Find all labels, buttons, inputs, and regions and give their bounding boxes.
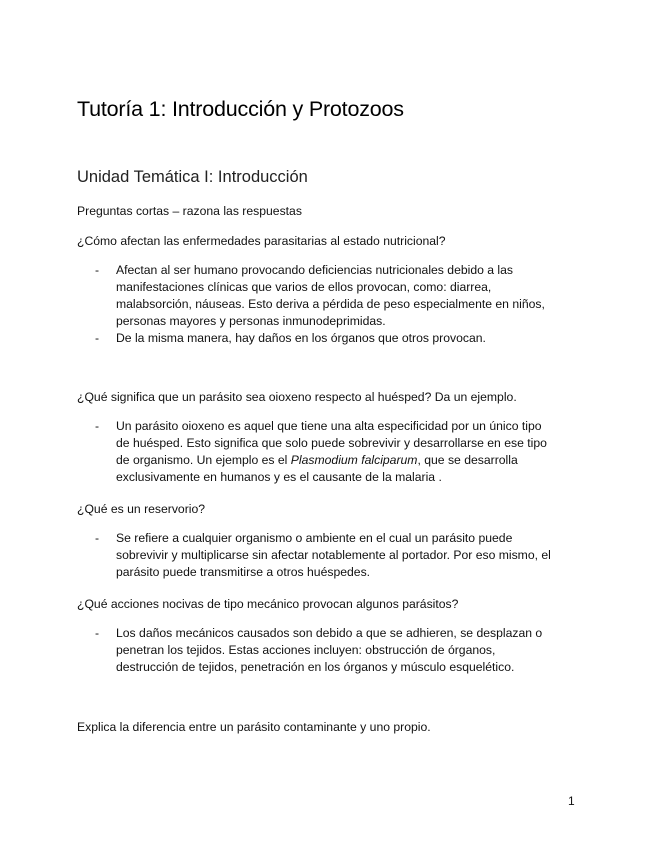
answer-3-1 [95, 530, 575, 581]
page-title: Tutoría 1: Introducción y Protozoos [77, 97, 404, 121]
answer-line: exclusivamente en humanos y es el causante de la malaria . [116, 470, 442, 484]
species-name: Plasmodium falciparum [290, 453, 418, 467]
answer-4-1 [95, 625, 575, 676]
answer-line: manifestaciones clínicas que varios de ellos provocan, como: diarrea, [116, 280, 492, 294]
answer-text: de organismo. Un ejemplo es el [116, 453, 291, 467]
question-4: ¿Qué acciones nocivas de tipo mecánico provocan algunos parásitos? [77, 597, 459, 611]
bullet-dash: - [95, 626, 100, 640]
section-heading: Unidad Temática I: Introducción [77, 168, 308, 186]
answer-line: Afectan al ser humano provocando deficiencias nutricionales debido a las [116, 263, 514, 277]
answer-line: Los daños mecánicos causados son debido a que se adhieren, se desplazan o [116, 626, 543, 640]
answer-1-1 [95, 262, 575, 330]
bullet-dash: - [95, 531, 100, 545]
answer-2-1 [95, 418, 575, 486]
bullet-dash: - [95, 331, 100, 345]
page-number: 1 [568, 794, 575, 808]
answer-line: penetran los tejidos. Estas acciones incluyen: obstrucción de órganos, [116, 643, 496, 657]
bullet-dash: - [95, 419, 100, 433]
answer-line: parásito puede transmitirse a otros huéspedes. [116, 565, 371, 579]
intro-text: Preguntas cortas – razona las respuestas [77, 204, 302, 218]
bullet-dash: - [95, 263, 100, 277]
answer-text: , que se desarrolla [417, 453, 518, 467]
answer-line: De la misma manera, hay daños en los órganos que otros provocan. [116, 331, 486, 345]
answer-line: destrucción de tejidos, penetración en los órganos y músculo esquelético. [116, 660, 515, 674]
question-5: Explica la diferencia entre un parásito contaminante y uno propio. [77, 720, 431, 734]
answer-line: Se refiere a cualquier organismo o ambiente en el cual un parásito puede [116, 531, 513, 545]
answer-line: Un parásito oioxeno es aquel que tiene una alta especificidad por un único tipo [116, 419, 542, 433]
answer-line [116, 452, 575, 469]
answer-line: de huésped. Esto significa que solo puede sobrevivir y desarrollarse en ese tipo [116, 436, 547, 450]
question-1: ¿Cómo afectan las enfermedades parasitarias al estado nutricional? [77, 234, 446, 248]
question-2: ¿Qué significa que un parásito sea oioxeno respecto al huésped? Da un ejemplo. [77, 390, 517, 404]
answer-1-2 [95, 330, 575, 347]
answer-line: malabsorción, náuseas. Esto deriva a pérdida de peso especialmente en niños, [116, 297, 545, 311]
question-3: ¿Qué es un reservorio? [77, 502, 206, 516]
answer-line: sobrevivir y multiplicarse sin afectar notablemente al portador. Por eso mismo, el [116, 548, 551, 562]
answer-line: personas mayores y personas inmunodeprimidas. [116, 314, 386, 328]
